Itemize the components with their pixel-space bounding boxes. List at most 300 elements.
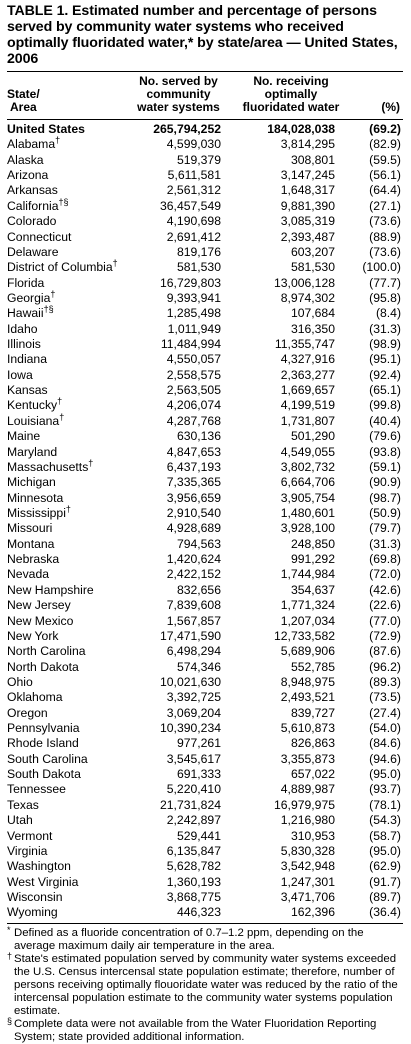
- row-percent: (98.7): [369, 490, 401, 505]
- row-state: [7, 644, 86, 659]
- row-fluoridated: 2,493,521: [280, 690, 335, 705]
- row-served: 529,441: [176, 828, 221, 843]
- table-row: [7, 537, 403, 552]
- row-served: 630,136: [176, 429, 221, 444]
- table-row: [7, 153, 403, 168]
- state-name: New York: [7, 628, 59, 643]
- row-percent: (22.6): [369, 598, 401, 613]
- state-name: Washington: [7, 859, 71, 874]
- header-state: [7, 88, 40, 114]
- row-percent: (89.3): [369, 674, 401, 689]
- state-name: Ohio: [7, 674, 33, 689]
- table-page: [7, 0, 403, 1044]
- row-served: 691,333: [176, 767, 221, 782]
- row-served: 2,422,152: [166, 567, 221, 582]
- row-fluoridated: 1,480,601: [280, 505, 335, 520]
- header-state-line2: Area: [10, 100, 37, 114]
- table-row: [7, 552, 403, 567]
- table-row: [7, 859, 403, 874]
- row-state: [7, 411, 65, 429]
- state-name: Delaware: [7, 244, 59, 259]
- row-state: [7, 475, 56, 490]
- row-percent: (40.4): [369, 413, 401, 428]
- row-state: [7, 598, 71, 613]
- row-served: 6,498,294: [166, 644, 221, 659]
- row-fluoridated: 3,542,948: [280, 859, 335, 874]
- state-name: Maine: [7, 429, 41, 444]
- row-fluoridated: 1,669,657: [280, 383, 335, 398]
- state-name: Alabama: [7, 137, 56, 152]
- table-row-total: [7, 122, 403, 137]
- row-served: 4,206,074: [166, 398, 221, 413]
- row-served: 581,530: [176, 260, 221, 275]
- row-percent: (100.0): [362, 260, 401, 275]
- row-fluoridated: 3,085,319: [280, 214, 335, 229]
- row-state: [7, 752, 88, 767]
- row-state: [7, 567, 49, 582]
- row-fluoridated: 8,974,302: [280, 290, 335, 305]
- row-state: [7, 675, 33, 690]
- state-name: North Carolina: [7, 644, 86, 659]
- state-name: Kentucky: [7, 398, 58, 413]
- table-row: [7, 503, 403, 521]
- row-fluoridated: 2,393,487: [280, 229, 335, 244]
- row-fluoridated: 248,850: [290, 536, 335, 551]
- footnotes: [7, 924, 403, 1044]
- row-state: [7, 583, 94, 598]
- row-fluoridated: 603,207: [290, 244, 335, 259]
- row-served: 1,360,193: [166, 874, 221, 889]
- row-fluoridated: 3,905,754: [280, 490, 335, 505]
- row-fluoridated: 3,928,100: [280, 521, 335, 536]
- row-percent: (27.1): [369, 198, 401, 213]
- row-fluoridated: 1,771,324: [280, 598, 335, 613]
- row-fluoridated: 316,350: [290, 321, 335, 336]
- table-row: [7, 890, 403, 905]
- footnote-mark: †§: [43, 304, 54, 315]
- state-name: Illinois: [7, 337, 41, 352]
- row-fluoridated: 581,530: [290, 260, 335, 275]
- row-fluoridated: 991,292: [290, 552, 335, 567]
- table-row: [7, 168, 403, 183]
- row-served: 9,393,941: [166, 290, 221, 305]
- table-row: [7, 230, 403, 245]
- state-name: Wisconsin: [7, 889, 63, 904]
- row-fluoridated: 9,881,390: [280, 198, 335, 213]
- row-percent: (96.2): [369, 659, 401, 674]
- row-fluoridated: 6,664,706: [280, 475, 335, 490]
- row-percent: (87.6): [369, 644, 401, 659]
- row-percent: (93.7): [369, 782, 401, 797]
- row-state: [7, 736, 79, 751]
- row-fluoridated: 5,830,328: [280, 843, 335, 858]
- state-name: Oregon: [7, 705, 48, 720]
- table-row: [7, 813, 403, 828]
- row-percent: (95.0): [369, 843, 401, 858]
- row-percent: (72.9): [369, 628, 401, 643]
- state-name: Pennsylvania: [7, 721, 80, 736]
- row-served: 4,190,698: [166, 214, 221, 229]
- row-state: United States: [7, 122, 85, 136]
- state-name: Nebraska: [7, 552, 60, 567]
- table-row: [7, 337, 403, 352]
- state-name: Montana: [7, 536, 55, 551]
- row-percent: (90.9): [369, 475, 401, 490]
- row-state: [7, 721, 80, 736]
- header-rule: [7, 119, 403, 120]
- header-fluor-line3: fluoridated water: [242, 100, 340, 114]
- row-state: [7, 245, 58, 260]
- row-fluoridated: 1,731,807: [280, 413, 335, 428]
- state-name: Louisiana: [7, 413, 60, 428]
- state-name: Colorado: [7, 214, 57, 229]
- table-row: [7, 675, 403, 690]
- footnote-mark: †: [57, 396, 63, 407]
- row-state: [7, 276, 44, 291]
- table-row: [7, 829, 403, 844]
- row-fluoridated: 16,979,975: [274, 797, 335, 812]
- row-fluoridated: 5,689,906: [280, 644, 335, 659]
- table-header: [7, 75, 403, 119]
- state-name: Mississippi: [7, 505, 66, 520]
- row-state: [7, 352, 47, 367]
- row-served: 819,176: [176, 244, 221, 259]
- row-fluoridated: 107,684: [290, 306, 335, 321]
- row-fluoridated: 3,814,295: [280, 137, 335, 152]
- footnote-mark: †: [55, 135, 61, 146]
- row-fluoridated: 3,147,245: [280, 168, 335, 183]
- state-name: Iowa: [7, 367, 33, 382]
- header-served-line3: water systems: [137, 100, 220, 114]
- row-state: [7, 503, 71, 521]
- table-row: [7, 245, 403, 260]
- table-row: [7, 844, 403, 859]
- state-name: Rhode Island: [7, 736, 79, 751]
- row-fluoridated: 826,863: [290, 736, 335, 751]
- row-percent: (89.7): [369, 889, 401, 904]
- row-fluoridated: 657,022: [290, 767, 335, 782]
- row-percent: (73.6): [369, 244, 401, 259]
- row-served: 11,484,994: [160, 337, 221, 352]
- state-name: South Dakota: [7, 767, 81, 782]
- state-name: Florida: [7, 275, 45, 290]
- header-served-line1: No. served by: [139, 74, 218, 88]
- table-row: [7, 905, 403, 920]
- row-fluoridated: 11,355,747: [274, 337, 335, 352]
- row-percent: (95.1): [369, 352, 401, 367]
- footnote-text: Defined as a fluoride concentration of 0.7–1.2 ppm, depending on the average maximum daily air temperature in the area.: [14, 926, 364, 952]
- row-served: 4,599,030: [166, 137, 221, 152]
- footnote-mark: †: [88, 457, 94, 468]
- row-percent: (59.1): [369, 459, 401, 474]
- table-body: [7, 122, 403, 921]
- state-name: Nevada: [7, 567, 50, 582]
- row-served: 10,021,630: [160, 674, 221, 689]
- footnote-marker: †: [7, 950, 13, 961]
- row-percent: (91.7): [369, 874, 401, 889]
- row-fluoridated: 1,216,980: [280, 813, 335, 828]
- row-percent: (79.6): [369, 429, 401, 444]
- row-fluoridated: 552,785: [290, 659, 335, 674]
- table-row: [7, 690, 403, 705]
- footnote-mark: †: [59, 411, 65, 422]
- row-served: 446,323: [176, 905, 221, 920]
- row-percent: (42.6): [369, 582, 401, 597]
- row-state: [7, 629, 59, 644]
- table-row: [7, 368, 403, 383]
- row-served: 5,220,410: [166, 782, 221, 797]
- row-percent: (56.1): [369, 168, 401, 183]
- footnote-text: Complete data were not available from the Water Fluoridation Reporting System; state provided additional information.: [14, 1017, 377, 1043]
- state-name: Missouri: [7, 521, 53, 536]
- row-served: 4,928,689: [166, 521, 221, 536]
- header-served-line2: community: [146, 87, 211, 101]
- table-row: [7, 767, 403, 782]
- row-percent: (64.4): [369, 183, 401, 198]
- row-fluoridated: 13,006,128: [274, 275, 335, 290]
- row-fluoridated: 2,363,277: [280, 367, 335, 382]
- row-percent: (78.1): [369, 797, 401, 812]
- table-row: [7, 137, 403, 152]
- row-percent: (79.7): [369, 521, 401, 536]
- row-served: 7,839,608: [166, 598, 221, 613]
- table-row: [7, 644, 403, 659]
- row-percent: (94.6): [369, 751, 401, 766]
- row-fluoridated: 1,648,317: [280, 183, 335, 198]
- row-state: [7, 782, 66, 797]
- row-served: 5,611,581: [167, 168, 221, 183]
- row-state: [7, 306, 54, 321]
- row-state: [7, 660, 79, 675]
- row-served: 3,392,725: [166, 690, 221, 705]
- row-state: [7, 537, 54, 552]
- table-row: [7, 445, 403, 460]
- row-fluoridated: 501,290: [290, 429, 335, 444]
- state-name: New Hampshire: [7, 582, 94, 597]
- header-fluor-line1: No. receiving: [253, 74, 329, 88]
- state-name: Virginia: [7, 843, 48, 858]
- row-served: 2,910,540: [166, 505, 221, 520]
- row-state: [7, 168, 48, 183]
- state-name: Oklahoma: [7, 690, 63, 705]
- state-name: Kansas: [7, 383, 48, 398]
- row-fluoridated: 1,207,034: [280, 613, 335, 628]
- row-served: 519,379: [176, 152, 221, 167]
- row-served: 2,558,575: [166, 367, 221, 382]
- row-percent: (77.0): [369, 613, 401, 628]
- state-name: District of Columbia: [7, 260, 113, 275]
- row-percent: (54.3): [369, 813, 401, 828]
- row-fluoridated: 1,247,301: [280, 874, 335, 889]
- table-row: [7, 782, 403, 797]
- table-row: [7, 398, 403, 413]
- row-served: 4,287,768: [166, 413, 221, 428]
- row-served: 1,420,624: [166, 552, 221, 567]
- state-name: Arkansas: [7, 183, 58, 198]
- table-row: [7, 322, 403, 337]
- row-state: [7, 260, 118, 275]
- row-fluoridated: 3,471,706: [280, 889, 335, 904]
- state-name: Vermont: [7, 828, 53, 843]
- row-percent: (73.6): [369, 214, 401, 229]
- footnote-mark: †: [50, 288, 56, 299]
- row-served: 1,011,949: [167, 321, 221, 336]
- row-served: 832,656: [176, 582, 221, 597]
- row-state: [7, 890, 63, 905]
- row-state: [7, 383, 48, 398]
- state-name: Hawaii: [7, 306, 44, 321]
- row-served: 4,550,057: [166, 352, 221, 367]
- state-name: Alaska: [7, 152, 44, 167]
- table-row: [7, 288, 403, 306]
- footnote: [7, 924, 403, 953]
- row-percent: (92.4): [369, 367, 401, 382]
- row-state: [7, 844, 47, 859]
- row-state: [7, 429, 40, 444]
- row-state: [7, 521, 52, 536]
- row-percent: (84.6): [369, 736, 401, 751]
- state-name: Connecticut: [7, 229, 72, 244]
- row-percent: (54.0): [369, 721, 401, 736]
- row-percent: (99.8): [369, 398, 401, 413]
- row-state: [7, 337, 41, 352]
- row-percent: (69.8): [369, 552, 401, 567]
- table-row: [7, 411, 403, 429]
- state-name: New Jersey: [7, 598, 71, 613]
- row-percent: (69.2): [369, 122, 401, 136]
- row-state: [7, 690, 63, 705]
- row-percent: (98.9): [369, 337, 401, 352]
- footnote-marker: *: [7, 924, 11, 935]
- table-bottom-rule: [7, 923, 403, 924]
- row-fluoridated: 4,199,519: [280, 398, 335, 413]
- table-row: [7, 457, 403, 475]
- row-percent: (58.7): [369, 828, 401, 843]
- row-percent: (8.4): [375, 306, 401, 321]
- row-served: 574,346: [176, 659, 221, 674]
- table-row: [7, 706, 403, 721]
- row-state: [7, 767, 81, 782]
- footnote-text: State's estimated population served by community water systems exceeded the U.S. Census intercensal state population estimate; therefore, number of persons receiving optimally flouoridate water was reduced by the ratio of the intercensal population estimate to the community water systems population estimate.: [14, 952, 398, 1017]
- title-rule: [7, 71, 403, 72]
- row-percent: (65.1): [369, 383, 401, 398]
- footnote: [7, 950, 403, 1018]
- table-row: [7, 598, 403, 613]
- row-served: 3,868,775: [166, 889, 221, 904]
- row-percent: (95.0): [369, 767, 401, 782]
- row-fluoridated: 5,610,873: [280, 721, 335, 736]
- row-served: 3,545,617: [166, 751, 221, 766]
- row-fluoridated: 3,355,873: [280, 751, 335, 766]
- row-percent: (62.9): [369, 859, 401, 874]
- header-percent: (%): [381, 100, 400, 114]
- table-row: [7, 629, 403, 644]
- row-state: [7, 813, 33, 828]
- row-state: [7, 322, 38, 337]
- footnote-mark: †: [112, 258, 118, 269]
- state-name: Arizona: [7, 168, 49, 183]
- state-name: Utah: [7, 813, 33, 828]
- row-fluoridated: 4,549,055: [280, 444, 335, 459]
- row-fluoridated: 310,953: [290, 828, 335, 843]
- row-state: [7, 491, 63, 506]
- row-fluoridated: 4,327,916: [280, 352, 335, 367]
- row-state: [7, 875, 78, 890]
- state-name: Massachusetts: [7, 459, 89, 474]
- row-state: [7, 706, 48, 721]
- state-name: New Mexico: [7, 613, 74, 628]
- row-state: [7, 859, 71, 874]
- row-fluoridated: 354,637: [290, 582, 335, 597]
- state-name: Texas: [7, 797, 39, 812]
- row-served: 36,457,549: [160, 198, 221, 213]
- table-row: [7, 352, 403, 367]
- state-name: North Dakota: [7, 659, 79, 674]
- row-served: 2,242,897: [166, 813, 221, 828]
- row-state: [7, 153, 44, 168]
- row-percent: (72.0): [369, 567, 401, 582]
- row-fluoridated: 8,948,975: [280, 674, 335, 689]
- row-state: [7, 798, 39, 813]
- row-state: [7, 368, 33, 383]
- state-name: California: [7, 198, 59, 213]
- row-percent: (50.9): [369, 505, 401, 520]
- row-state: [7, 137, 60, 152]
- row-served: 1,285,498: [166, 306, 221, 321]
- row-served: 3,069,204: [166, 705, 221, 720]
- row-fluoridated: 308,801: [290, 152, 335, 167]
- row-served: 5,628,782: [166, 859, 221, 874]
- footnote: [7, 1015, 403, 1044]
- row-fluoridated: 4,889,987: [280, 782, 335, 797]
- row-percent: (36.4): [369, 905, 401, 920]
- row-served: 794,563: [176, 536, 221, 551]
- row-served: 4,847,653: [166, 444, 221, 459]
- row-served: 6,135,847: [166, 843, 221, 858]
- row-fluoridated: 3,802,732: [280, 459, 335, 474]
- state-name: Michigan: [7, 475, 56, 490]
- row-served: 265,794,252: [153, 122, 221, 136]
- row-fluoridated: 184,028,038: [267, 122, 335, 136]
- row-percent: (77.7): [369, 275, 401, 290]
- row-served: 7,335,365: [166, 475, 221, 490]
- row-state: [7, 230, 71, 245]
- table-row: [7, 276, 403, 291]
- table-row: [7, 721, 403, 736]
- footnote-mark: †: [65, 503, 71, 514]
- table-row: [7, 306, 403, 321]
- header-fluor-line2: optimally: [264, 87, 318, 101]
- row-served: 10,390,234: [160, 721, 221, 736]
- state-name: Maryland: [7, 444, 58, 459]
- row-served: 6,437,193: [166, 459, 221, 474]
- row-state: [7, 398, 62, 413]
- header-fluoridated: [235, 75, 347, 114]
- header-served: [126, 75, 231, 114]
- row-served: 21,731,824: [160, 797, 221, 812]
- state-name: Idaho: [7, 321, 38, 336]
- table-row: [7, 660, 403, 675]
- state-name: Wyoming: [7, 905, 58, 920]
- table-row: [7, 736, 403, 751]
- state-name: South Carolina: [7, 751, 88, 766]
- row-percent: (27.4): [369, 705, 401, 720]
- state-name: Georgia: [7, 290, 51, 305]
- row-fluoridated: 162,396: [290, 905, 335, 920]
- row-percent: (59.5): [369, 152, 401, 167]
- footnote-marker: §: [7, 1015, 13, 1026]
- table-row: [7, 567, 403, 582]
